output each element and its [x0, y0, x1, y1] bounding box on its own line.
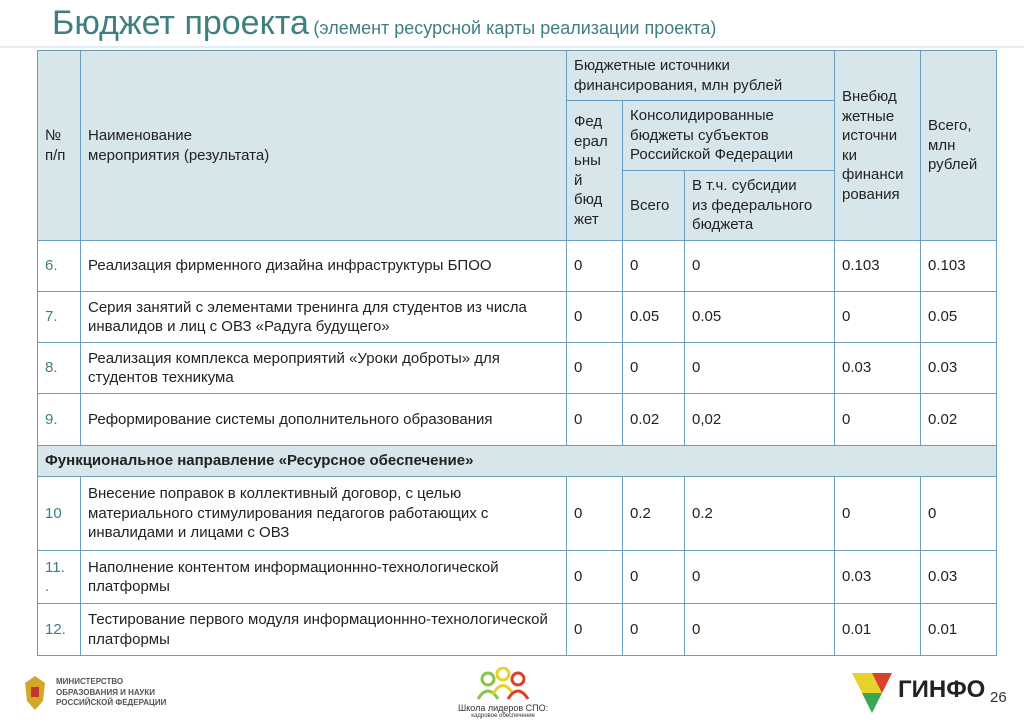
header-name: Наименование мероприятия (результата) [81, 51, 567, 241]
cell-extra: 0 [835, 477, 921, 551]
cell-cons-subsidy: 0.2 [685, 477, 835, 551]
ministry-name: МИНИСТЕРСТВО ОБРАЗОВАНИЯ И НАУКИ РОССИЙСКОЙ ФЕДЕРАЦИИ [56, 676, 167, 708]
title-sub: (элемент ресурсной карты реализации проекта) [313, 18, 717, 38]
activity-name: Реформирование системы дополнительного образования [81, 394, 567, 446]
cell-cons-total: 0 [623, 241, 685, 292]
activity-name: Внесение поправок в коллективный договор, с целью материального стимулирования педагогов работающих с инвалидами и лицами с ОВЗ [81, 477, 567, 551]
section-title: Функциональное направление «Ресурсное обеспечение» [38, 446, 997, 477]
header-consolidated: Консолидированные бюджеты субъектов Российской Федерации [623, 101, 835, 171]
cell-total: 0.02 [921, 394, 997, 446]
cell-cons-subsidy: 0,02 [685, 394, 835, 446]
cell-federal: 0 [567, 604, 623, 656]
divider [0, 46, 1024, 48]
page-title [52, 4, 716, 43]
header-num: № п/п [38, 51, 81, 241]
title-main: Бюджет проекта [52, 4, 309, 42]
cell-cons-subsidy: 0.05 [685, 292, 835, 343]
cell-cons-total: 0.02 [623, 394, 685, 446]
cell-cons-subsidy: 0 [685, 343, 835, 394]
cell-extra: 0 [835, 292, 921, 343]
activity-name: Тестирование первого модуля информационнно-технологической платформы [81, 604, 567, 656]
table-row [38, 292, 997, 343]
cell-cons-subsidy: 0 [685, 604, 835, 656]
school-people-icon [473, 667, 533, 701]
table-row [38, 477, 997, 551]
cell-cons-total: 0 [623, 604, 685, 656]
cell-total: 0.03 [921, 551, 997, 604]
cell-federal: 0 [567, 241, 623, 292]
cell-extra: 0.03 [835, 343, 921, 394]
row-number: 9. [38, 394, 81, 446]
header-extra: Внебюд жетные источни ки финанси рования [835, 51, 921, 241]
table-row [38, 551, 997, 604]
cell-total: 0.103 [921, 241, 997, 292]
header-total: Всего, млн рублей [921, 51, 997, 241]
cell-cons-total: 0 [623, 551, 685, 604]
row-number: 8. [38, 343, 81, 394]
cell-total: 0.03 [921, 343, 997, 394]
ginfo-name: ГИНФО [898, 676, 986, 703]
cell-cons-subsidy: 0 [685, 551, 835, 604]
budget-table [37, 50, 997, 656]
header-cons-subsidy: В т.ч. субсидии из федерального бюджета [685, 171, 835, 241]
table-row [38, 241, 997, 292]
footer [0, 665, 1024, 723]
cell-total: 0.05 [921, 292, 997, 343]
cell-extra: 0.103 [835, 241, 921, 292]
cell-total: 0.01 [921, 604, 997, 656]
row-number: 7. [38, 292, 81, 343]
ginfo-logo [850, 665, 985, 715]
cell-cons-total: 0 [623, 343, 685, 394]
cell-extra: 0.03 [835, 551, 921, 604]
activity-name: Реализация фирменного дизайна инфраструктуры БПОО [81, 241, 567, 292]
cell-extra: 0.01 [835, 604, 921, 656]
activity-name: Наполнение контентом информационнно-технологической платформы [81, 551, 567, 604]
school-subtitle: кадровое обеспечение [471, 713, 535, 719]
ministry-logo [20, 673, 166, 713]
table-row [38, 604, 997, 656]
coat-of-arms-icon [20, 673, 50, 713]
ginfo-triangle-icon [850, 665, 894, 715]
header-cons-total: Всего [623, 171, 685, 241]
row-number: 6. [38, 241, 81, 292]
table-row [38, 394, 997, 446]
cell-federal: 0 [567, 477, 623, 551]
cell-federal: 0 [567, 551, 623, 604]
cell-cons-total: 0.05 [623, 292, 685, 343]
row-number: 12. [38, 604, 81, 656]
page-number: 26 [990, 689, 1007, 706]
cell-extra: 0 [835, 394, 921, 446]
school-name: Школа лидеров СПО: [458, 703, 549, 713]
row-number: 11. . [38, 551, 81, 604]
header-federal: Фед ерал ьны й бюд жет [567, 101, 623, 241]
row-number: 10 [38, 477, 81, 551]
cell-cons-total: 0.2 [623, 477, 685, 551]
cell-federal: 0 [567, 343, 623, 394]
cell-federal: 0 [567, 292, 623, 343]
school-logo [458, 667, 548, 719]
cell-federal: 0 [567, 394, 623, 446]
table-row [38, 343, 997, 394]
section-row [38, 446, 997, 477]
activity-name: Реализация комплекса мероприятий «Уроки доброты» для студентов техникума [81, 343, 567, 394]
activity-name: Серия занятий с элементами тренинга для студентов из числа инвалидов и лиц с ОВЗ «Радуга будущего» [81, 292, 567, 343]
header-budget-sources: Бюджетные источники финансирования, млн рублей [567, 51, 835, 101]
cell-total: 0 [921, 477, 997, 551]
cell-cons-subsidy: 0 [685, 241, 835, 292]
